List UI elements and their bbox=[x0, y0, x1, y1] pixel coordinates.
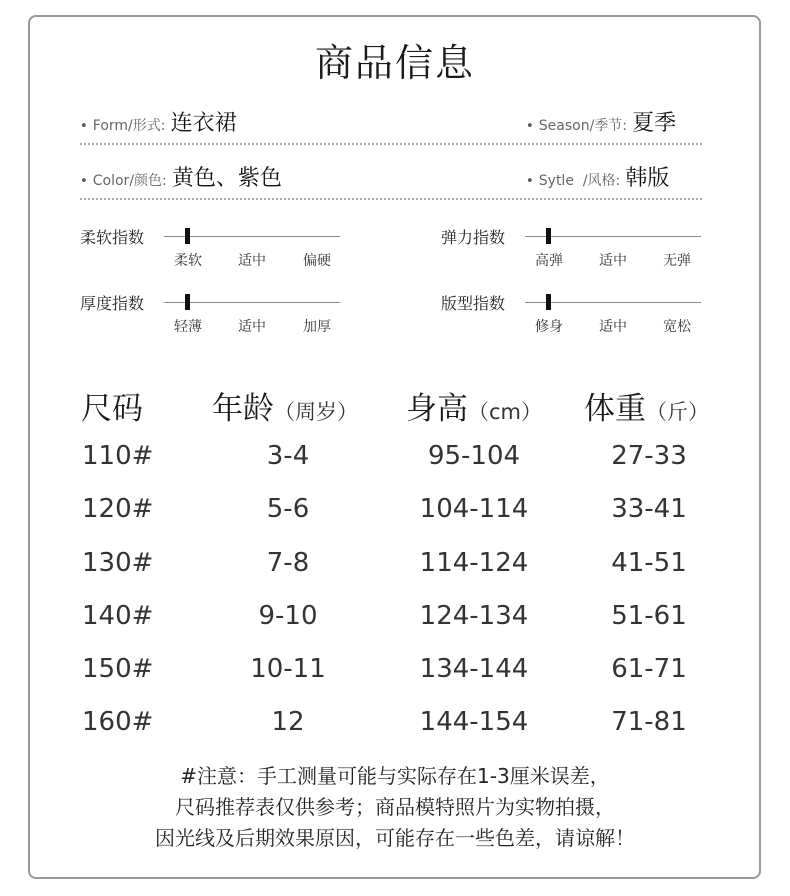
note-line: 因光线及后期效果原因，可能存在一些色差，请谅解！ bbox=[155, 826, 635, 850]
cell-age: 3-4 bbox=[266, 441, 310, 471]
form-item bbox=[80, 106, 237, 137]
header-weight-label: 体重 bbox=[584, 391, 646, 427]
bullet-icon: • bbox=[80, 174, 88, 189]
cell-size: 130# bbox=[82, 548, 154, 578]
form-value: 连衣裙 bbox=[170, 111, 237, 136]
thickness-option: 适中 bbox=[238, 319, 266, 335]
color-item bbox=[80, 161, 282, 192]
note-line: 尺码推荐表仅供参考；商品模特照片为实物拍摄， bbox=[175, 795, 615, 819]
elasticity-option: 适中 bbox=[599, 253, 627, 269]
fit-track bbox=[525, 302, 701, 303]
thickness-index bbox=[80, 291, 350, 351]
table-row bbox=[0, 654, 790, 694]
form-key: Form/形式: bbox=[92, 118, 166, 134]
bullet-icon: • bbox=[526, 174, 534, 189]
cell-age: 7-8 bbox=[266, 548, 310, 578]
cell-height: 104-114 bbox=[419, 494, 529, 524]
elasticity-track bbox=[525, 236, 701, 237]
cell-height: 95-104 bbox=[427, 441, 521, 471]
cell-weight: 27-33 bbox=[611, 441, 687, 471]
header-height-unit: （cm） bbox=[468, 400, 543, 424]
cell-age: 10-11 bbox=[250, 654, 326, 684]
color-value: 黄色、紫色 bbox=[171, 166, 282, 191]
dotted-divider bbox=[80, 198, 702, 200]
style-value: 韩版 bbox=[625, 166, 670, 191]
elasticity-option: 无弹 bbox=[663, 253, 691, 269]
softness-track bbox=[164, 236, 340, 237]
cell-height: 134-144 bbox=[419, 654, 529, 684]
softness-option: 偏硬 bbox=[303, 253, 331, 269]
page-title: 商品信息 bbox=[314, 41, 475, 85]
thickness-marker bbox=[185, 294, 190, 310]
fit-marker bbox=[546, 294, 551, 310]
header-size-label: 尺码 bbox=[81, 391, 143, 427]
cell-size: 110# bbox=[82, 441, 154, 471]
cell-weight: 33-41 bbox=[611, 494, 687, 524]
cell-size: 150# bbox=[82, 654, 154, 684]
info-row-color-style bbox=[78, 160, 702, 200]
header-age-label: 年龄 bbox=[212, 391, 274, 427]
cell-weight: 61-71 bbox=[611, 654, 687, 684]
cell-age: 12 bbox=[271, 707, 305, 737]
thickness-option: 加厚 bbox=[303, 319, 331, 335]
elasticity-label: 弹力指数 bbox=[441, 228, 506, 247]
bullet-icon: • bbox=[526, 119, 534, 134]
softness-option: 柔软 bbox=[174, 253, 202, 269]
elasticity-marker bbox=[546, 228, 551, 244]
table-row bbox=[0, 494, 790, 534]
cell-age: 5-6 bbox=[266, 494, 310, 524]
info-row-form-season bbox=[78, 105, 702, 145]
softness-option: 适中 bbox=[238, 253, 266, 269]
fit-option: 适中 bbox=[599, 319, 627, 335]
table-row bbox=[0, 548, 790, 588]
elasticity-option: 高弹 bbox=[535, 253, 563, 269]
size-table-header bbox=[0, 383, 790, 433]
thickness-track bbox=[164, 302, 340, 303]
color-key: Color/颜色: bbox=[92, 173, 167, 189]
header-height bbox=[406, 383, 542, 428]
cell-weight: 51-61 bbox=[611, 601, 687, 631]
season-key: Season/季节: bbox=[538, 118, 628, 134]
header-age bbox=[212, 383, 358, 428]
elasticity-index bbox=[441, 225, 711, 285]
header-height-label: 身高 bbox=[406, 391, 468, 427]
table-row bbox=[0, 601, 790, 641]
style-key: Sytle /风格: bbox=[538, 173, 621, 189]
header-age-unit: （周岁） bbox=[274, 400, 358, 424]
bullet-icon: • bbox=[80, 119, 88, 134]
softness-marker bbox=[185, 228, 190, 244]
table-row bbox=[0, 707, 790, 747]
cell-height: 144-154 bbox=[419, 707, 529, 737]
table-row bbox=[0, 441, 790, 481]
header-size bbox=[81, 383, 143, 428]
fit-index bbox=[441, 291, 711, 351]
cell-weight: 41-51 bbox=[611, 548, 687, 578]
season-item bbox=[526, 106, 676, 137]
cell-weight: 71-81 bbox=[611, 707, 687, 737]
note-line: #注意：手工测量可能与实际存在1-3厘米误差， bbox=[180, 764, 610, 788]
cell-age: 9-10 bbox=[258, 601, 318, 631]
style-item bbox=[526, 161, 669, 192]
cell-height: 114-124 bbox=[419, 548, 529, 578]
fit-option: 修身 bbox=[535, 319, 563, 335]
dotted-divider bbox=[80, 143, 702, 145]
cell-size: 140# bbox=[82, 601, 154, 631]
cell-size: 160# bbox=[82, 707, 154, 737]
fit-option: 宽松 bbox=[663, 319, 691, 335]
season-value: 夏季 bbox=[632, 111, 677, 136]
cell-size: 120# bbox=[82, 494, 154, 524]
cell-height: 124-134 bbox=[419, 601, 529, 631]
header-weight-unit: （斤） bbox=[646, 400, 709, 424]
header-weight bbox=[584, 383, 709, 428]
softness-index bbox=[80, 225, 350, 285]
fit-label: 版型指数 bbox=[441, 294, 506, 313]
softness-label: 柔软指数 bbox=[80, 228, 145, 247]
thickness-label: 厚度指数 bbox=[80, 294, 145, 313]
thickness-option: 轻薄 bbox=[174, 319, 202, 335]
